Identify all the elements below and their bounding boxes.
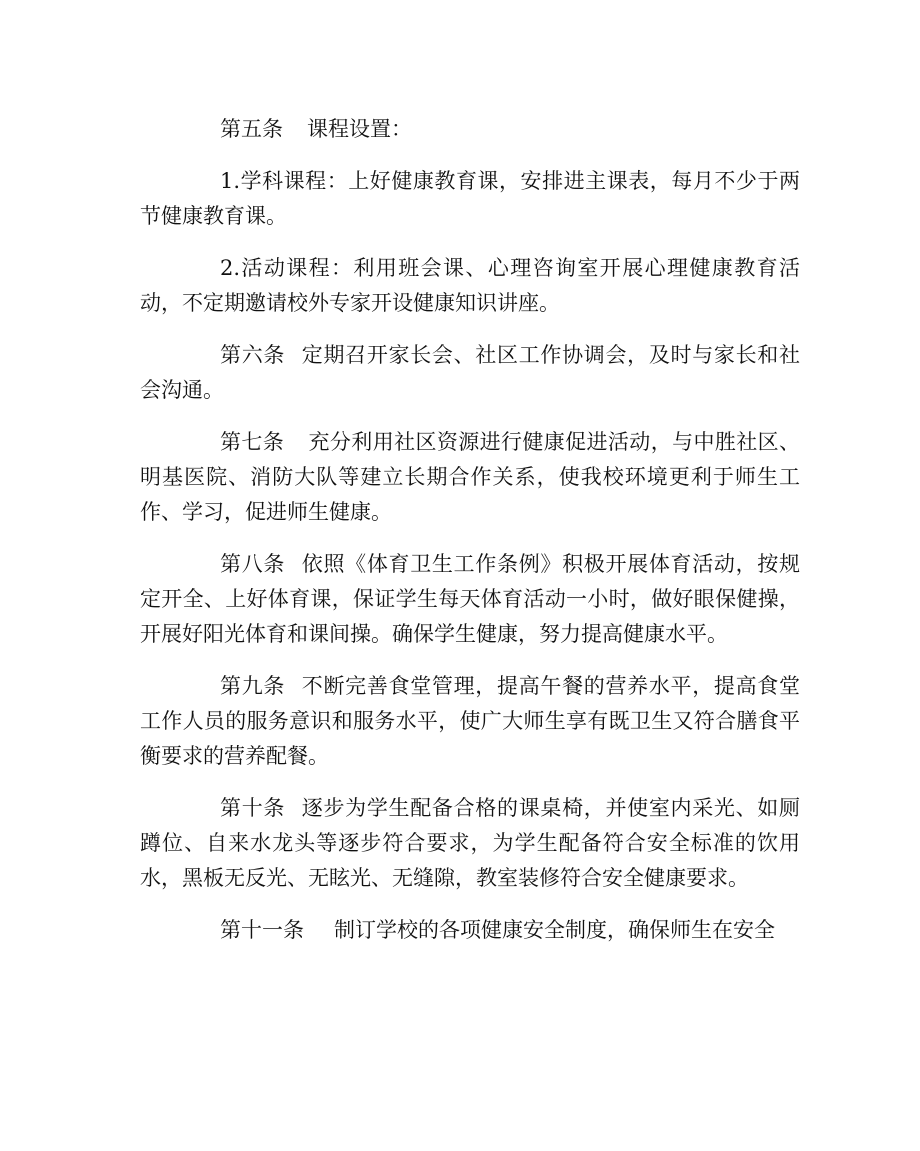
article-text: 定期召开家长会、社区工作协调会，及时与家长和社会沟通。 bbox=[140, 343, 800, 402]
article-label: 第十条 bbox=[220, 796, 286, 820]
clause-text: 2.活动课程：利用班会课、心理咨询室开展心理健康教育活动，不定期邀请校外专家开设健康知识讲座。 bbox=[140, 256, 800, 315]
article-8 bbox=[140, 547, 800, 652]
article-text: 课程设置： bbox=[307, 117, 412, 141]
clause-activity-courses bbox=[140, 251, 800, 321]
clause-subject-courses bbox=[140, 164, 800, 234]
article-label: 第八条 bbox=[220, 552, 286, 576]
article-text: 逐步为学生配备合格的课桌椅，并使室内采光、如厕蹲位、自来水龙头等逐步符合要求，为学生配备符合安全标准的饮用水，黑板无反光、无眩光、无缝隙，教室装修符合安全健康要求。 bbox=[140, 796, 800, 890]
clause-text: 1.学科课程：上好健康教育课，安排进主课表，每月不少于两节健康教育课。 bbox=[140, 169, 800, 228]
article-5-heading bbox=[140, 112, 800, 147]
article-label: 第十一条 bbox=[220, 918, 304, 942]
article-label: 第九条 bbox=[220, 674, 286, 698]
article-label: 第七条 bbox=[220, 430, 285, 454]
article-9 bbox=[140, 669, 800, 774]
article-10 bbox=[140, 791, 800, 896]
article-6 bbox=[140, 338, 800, 408]
article-text: 依照《体育卫生工作条例》积极开展体育活动，按规定开全、上好体育课，保证学生每天体育活动一小时，做好眼保健操，开展好阳光体育和课间操。确保学生健康，努力提高健康水平。 bbox=[140, 552, 800, 646]
article-11 bbox=[140, 913, 800, 948]
document-body bbox=[140, 112, 800, 965]
article-text: 制订学校的各项健康安全制度，确保师生在安全 bbox=[334, 918, 775, 942]
article-label: 第五条 bbox=[220, 117, 283, 141]
article-7 bbox=[140, 425, 800, 530]
article-label: 第六条 bbox=[220, 343, 286, 367]
article-text: 充分利用社区资源进行健康促进活动，与中胜社区、明基医院、消防大队等建立长期合作关系，使我校环境更利于师生工作、学习，促进师生健康。 bbox=[140, 430, 801, 524]
article-text: 不断完善食堂管理，提高午餐的营养水平，提高食堂工作人员的服务意识和服务水平，使广大师生享有既卫生又符合膳食平衡要求的营养配餐。 bbox=[140, 674, 800, 768]
